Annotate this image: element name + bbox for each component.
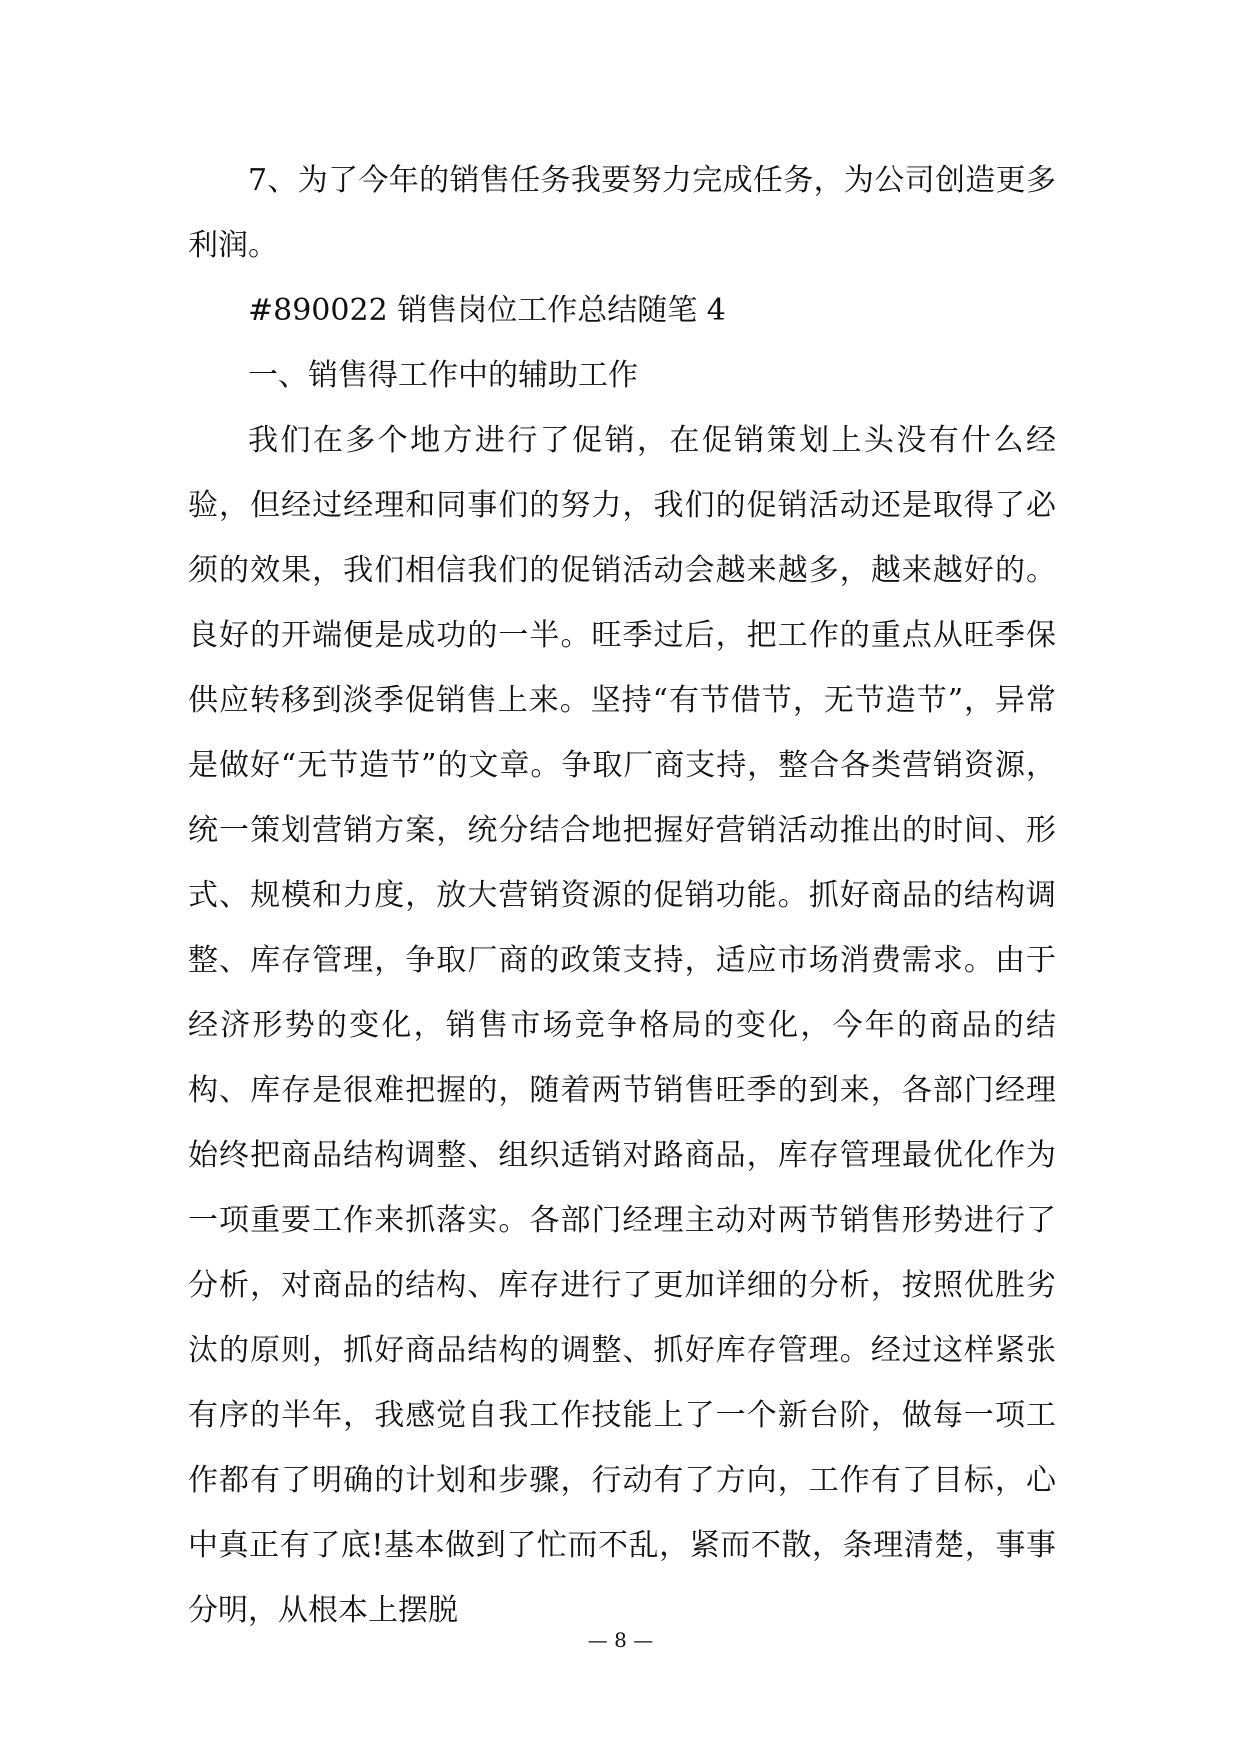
page-number: — 8 — bbox=[587, 1628, 654, 1652]
paragraph-section-title: #890022 销售岗位工作总结随笔 4 bbox=[248, 293, 726, 328]
body-text bbox=[188, 148, 1056, 1643]
paragraph-main-body: 我们在多个地方进行了促销，在促销策划上头没有什么经验，但经过经理和同事们的努力，我们的促销活动还是取得了必须的效果，我们相信我们的促销活动会越来越多，越来越好的。良好的开端便是成功的一半。旺季过后，把工作的重点从旺季保供应转移到淡季促销售上来。坚持“有节借节，无节造节”，异常是做好“无节造节”的文章。争取厂商支持，整合各类营销资源，统一策划营销方案，统分结合地把握好营销活动推出的时间、形式、规模和力度，放大营销资源的促销功能。抓好商品的结构调整、库存管理，争取厂商的政策支持，适应市场消费需求。由于经济形势的变化，销售市场竞争格局的变化，今年的商品的结构、库存是很难把握的，随着两节销售旺季的到来，各部门经理始终把商品结构调整、组织适销对路商品，库存管理最优化作为一项重要工作来抓落实。各部门经理主动对两节销售形势进行了分析，对商品的结构、库存进行了更加详细的分析，按照优胜劣汰的原则，抓好商品结构的调整、抓好库存管理。经过这样紧张有序的半年，我感觉自我工作技能上了一个新台阶，做每一项工作都有了明确的计划和步骤，行动有了方向，工作有了目标，心中真正有了底!基本做到了忙而不乱，紧而不散，条理清楚，事事分明，从根本上摆脱 bbox=[188, 423, 1056, 1628]
paragraph-heading-1: 一、销售得工作中的辅助工作 bbox=[248, 358, 638, 393]
paragraph-goal-7: 7、为了今年的销售任务我要努力完成任务，为公司创造更多利润。 bbox=[188, 163, 1056, 263]
